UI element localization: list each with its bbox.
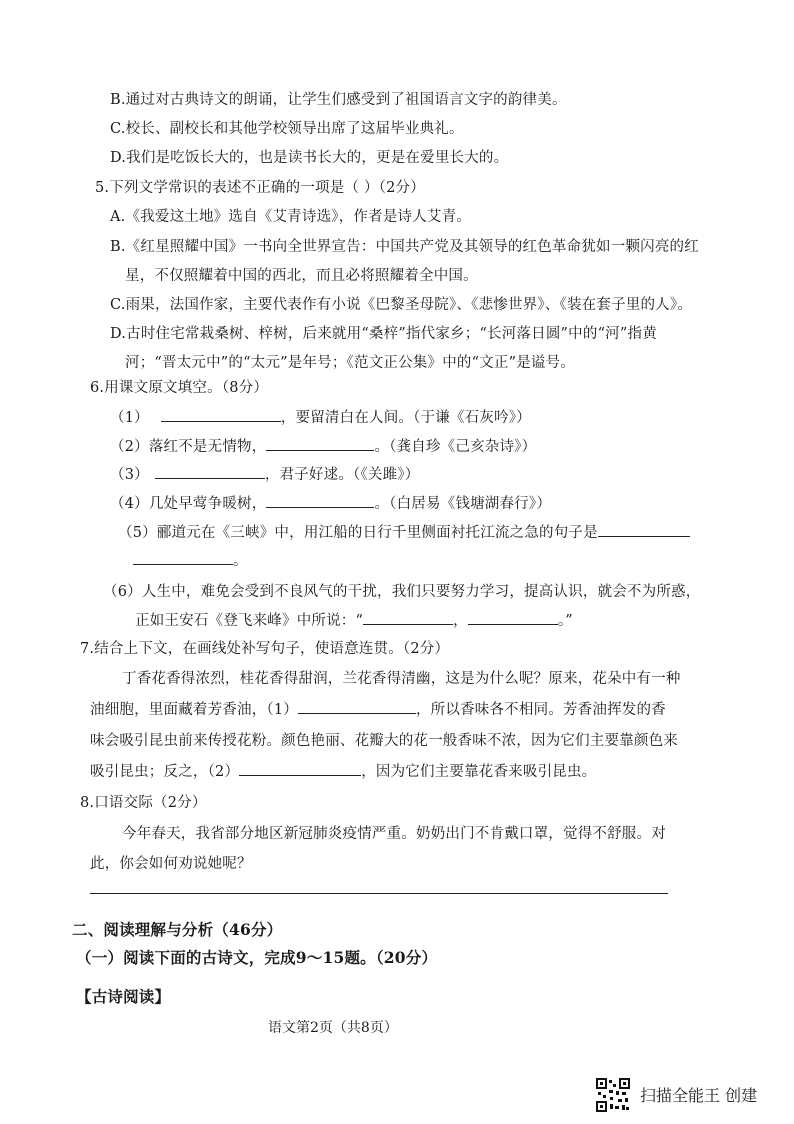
q6-item-6-blank-1[interactable] (363, 610, 453, 625)
q6-item-4 (110, 492, 551, 513)
q6-item-6-blank-2[interactable] (468, 610, 558, 625)
q6-item-2 (110, 435, 536, 456)
q6-item-5-blank-1[interactable] (598, 522, 690, 537)
q7-blank-2[interactable] (239, 761, 361, 776)
q6-item-6-text-after: 。” (557, 613, 573, 629)
q7-line2-text-after: ，所以香味各不相同。芳香油挥发的香 (415, 702, 666, 718)
q6-item-1 (110, 406, 531, 427)
q7-line4-text-before: 吸引昆虫；反之，（2） (90, 764, 240, 780)
q6-item-4-text-after: 。（白居易《钱塘湖春行》） (374, 496, 552, 512)
q6-item-6-text-mid: ， (453, 613, 468, 629)
q6-item-2-text-after: 。（龚自珍《己亥杂诗》） (374, 439, 537, 455)
q6-item-4-blank[interactable] (266, 493, 374, 508)
q7-para-line1: 丁香花香得浓烈，桂花香得甜润，兰花香得清幽，这是为什么呢？原来，花朵中有一种 (122, 671, 681, 687)
q6-item-5-blank-2[interactable] (133, 550, 233, 565)
q6-item-6-line1: （6）人生中，难免会受到不良风气的干扰，我们只要努力学习，提高认识，就会不为所惑， (103, 584, 701, 600)
q4-option-c: C.校长、副校长和其他学校领导出席了这届毕业典礼。 (110, 121, 464, 137)
q7-para-line4 (90, 760, 596, 781)
q8-answer-line[interactable] (90, 893, 668, 894)
page-footer: 语文第2页（共8页） (268, 1020, 398, 1036)
q7-line2-text-before: 油细胞，里面藏着芳香油，（1） (90, 702, 298, 718)
q5-option-c: C.雨果，法国作家，主要代表作有小说《巴黎圣母院》、《悲惨世界》、《装在套子里的人》。 (110, 297, 693, 313)
q5-option-b-line1: B.《红星照耀中国》一书向全世界宣告：中国共产党及其领导的红色革命犹如一颗闪亮的红 (110, 239, 699, 255)
q6-item-3-blank[interactable] (155, 464, 265, 479)
q6-item-1-blank[interactable] (161, 407, 281, 422)
q6-item-6-text-before: 正如王安石《登飞来峰》中所说：“ (135, 613, 364, 629)
q6-item-5-tail: 。 (233, 553, 248, 569)
q7-para-line3: 味会吸引昆虫前来传授花粉。颜色艳丽、花瓣大的花一般香味不浓，因为它们主要靠颜色来 (90, 733, 678, 749)
q5-option-d-line2: 河；“晋太元中”的“太元”是年号；《范文正公集》中的“文正”是谥号。 (125, 355, 576, 371)
q7-title: 7.结合上下文，在画线处补写句子，使语意连贯。（2分） (80, 641, 450, 657)
q5-title: 5.下列文学常识的表述不正确的一项是（ ）（2分） (95, 180, 425, 196)
q6-item-3-number: （3） (110, 467, 149, 483)
q6-item-5-text: （5）郦道元在《三峡》中，用江船的日行千里侧面衬托江流之急的句子是 (118, 525, 598, 541)
q7-line4-text-after: ，因为它们主要靠花香来吸引昆虫。 (361, 764, 597, 780)
q4-option-d: D.我们是吃饭长大的，也是读书长大的，更是在爱里长大的。 (110, 150, 509, 166)
q5-option-d-line1: D.古时住宅常栽桑树、梓树，后来就用“桑梓”指代家乡；“长河落日圆”中的“河”指黄 (110, 326, 657, 342)
q6-item-5 (118, 521, 690, 542)
q6-item-3 (110, 463, 419, 484)
q6-item-6-line2 (135, 609, 573, 630)
q6-item-1-text: ，要留清白在人间。（于谦《石灰吟》） (280, 410, 531, 426)
q7-blank-1[interactable] (298, 699, 416, 714)
scanner-watermark: 扫描全能王 创建 (640, 1086, 758, 1105)
section-2-subtitle: （一）阅读下面的古诗文，完成9～15题。（20分） (76, 948, 438, 967)
q8-para-line2: 此，你会如何劝说她呢？ (90, 856, 252, 872)
q6-item-1-number: （1） (110, 410, 149, 426)
q6-title: 6.用课文原文填空。（8分） (90, 380, 269, 396)
q5-option-b-line2: 星，不仅照耀着中国的西北，而且必将照耀着全中国。 (125, 268, 478, 284)
q6-item-2-text-before: （2）落红不是无情物， (110, 439, 267, 455)
section-2-title: 二、阅读理解与分析（46分） (72, 920, 283, 939)
q7-para-line2 (90, 698, 666, 719)
q6-item-3-text: ，君子好逑。（《关雎》） (264, 467, 420, 483)
ancient-poem-tag: 【古诗阅读】 (76, 987, 171, 1006)
q5-option-a: A.《我爱这土地》选自《艾青诗选》，作者是诗人艾青。 (110, 209, 472, 225)
qr-code-icon (596, 1078, 630, 1112)
q4-option-b: B.通过对古典诗文的朗诵，让学生们感受到了祖国语言文字的韵律美。 (110, 92, 567, 108)
q6-item-2-blank[interactable] (266, 436, 374, 451)
q6-item-4-text-before: （4）几处早莺争暖树， (110, 496, 267, 512)
q8-title: 8.口语交际（2分） (80, 795, 207, 811)
q6-item-5-continued (133, 549, 248, 570)
q8-para-line1: 今年春天，我省部分地区新冠肺炎疫情严重。奶奶出门不肯戴口罩，觉得不舒服。对 (122, 826, 666, 842)
